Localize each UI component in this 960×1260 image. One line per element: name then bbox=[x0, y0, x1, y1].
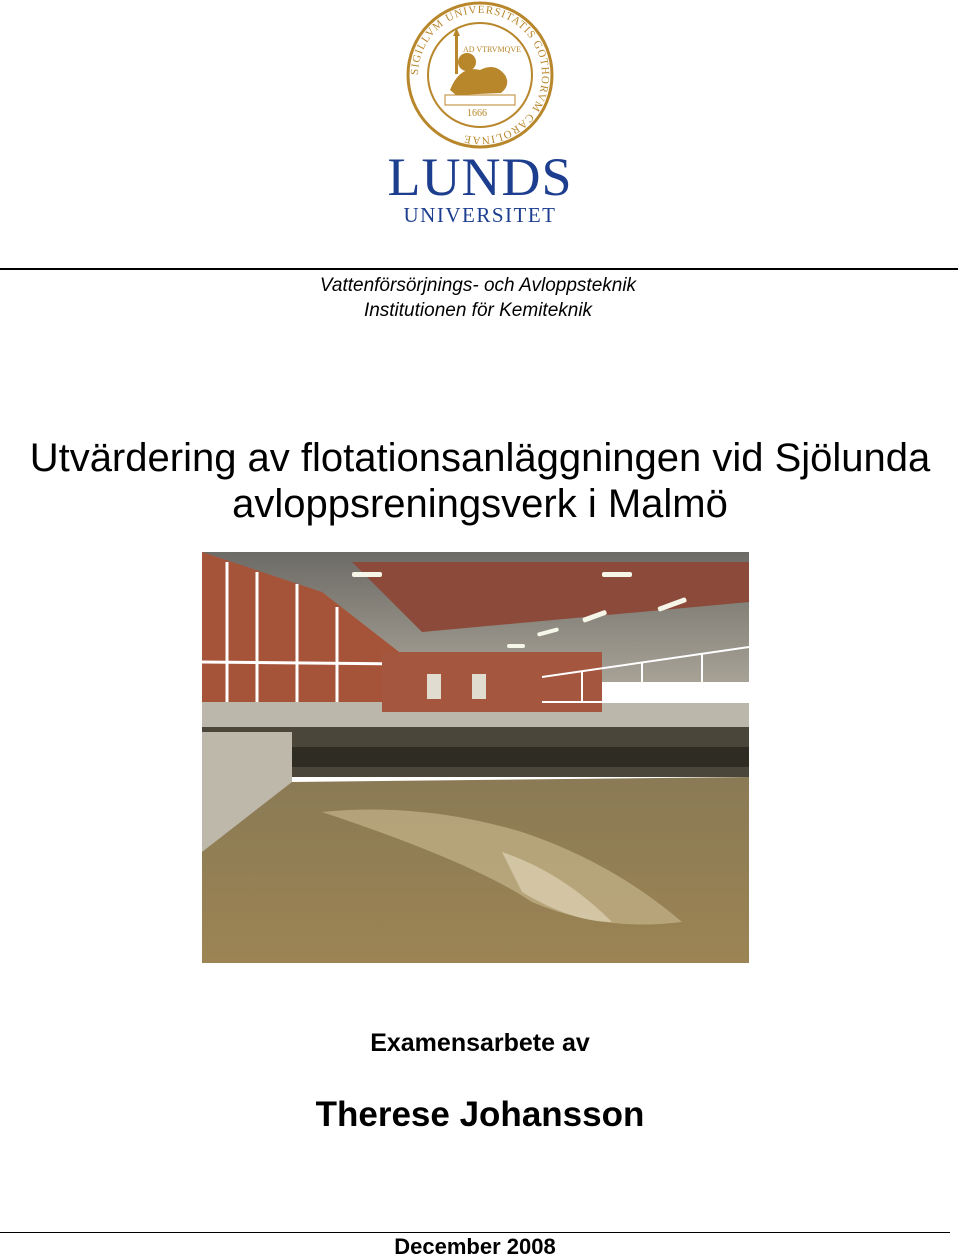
logo-wordmark-universitet: UNIVERSITET bbox=[403, 203, 557, 227]
bottom-divider bbox=[0, 1232, 950, 1233]
title-line-2: avloppsreningsverk i Malmö bbox=[232, 482, 728, 526]
top-divider bbox=[0, 268, 958, 270]
flotation-basin-photo bbox=[202, 552, 749, 963]
department-block bbox=[0, 273, 956, 323]
author-name: Therese Johansson bbox=[315, 1095, 645, 1134]
thesis-label: Examensarbete av bbox=[370, 1029, 590, 1057]
department-line-1: Vattenförsörjnings- och Avloppsteknik bbox=[319, 275, 637, 296]
cover-photo bbox=[202, 552, 749, 963]
logo-wordmark-lunds: LUNDS bbox=[387, 147, 573, 207]
svg-text:RVMQVE: RVMQVE bbox=[487, 45, 522, 54]
department-line-2: Institutionen för Kemiteknik bbox=[363, 300, 593, 321]
svg-text:1666: 1666 bbox=[467, 108, 487, 119]
svg-text:AD VT: AD VT bbox=[463, 45, 488, 54]
publication-date: December 2008 bbox=[394, 1234, 556, 1259]
logo bbox=[385, 0, 575, 230]
lund-university-seal-icon bbox=[405, 0, 555, 150]
title-line-1: Utvärdering av flotationsanläggningen vid Sjölunda bbox=[29, 436, 931, 480]
page-title bbox=[0, 435, 960, 527]
svg-text:SIGILLVM UNIVERSITATIS GOTHORV: SIGILLVM UNIVERSITATIS GOTHORVM CAROLINAE bbox=[408, 3, 552, 147]
